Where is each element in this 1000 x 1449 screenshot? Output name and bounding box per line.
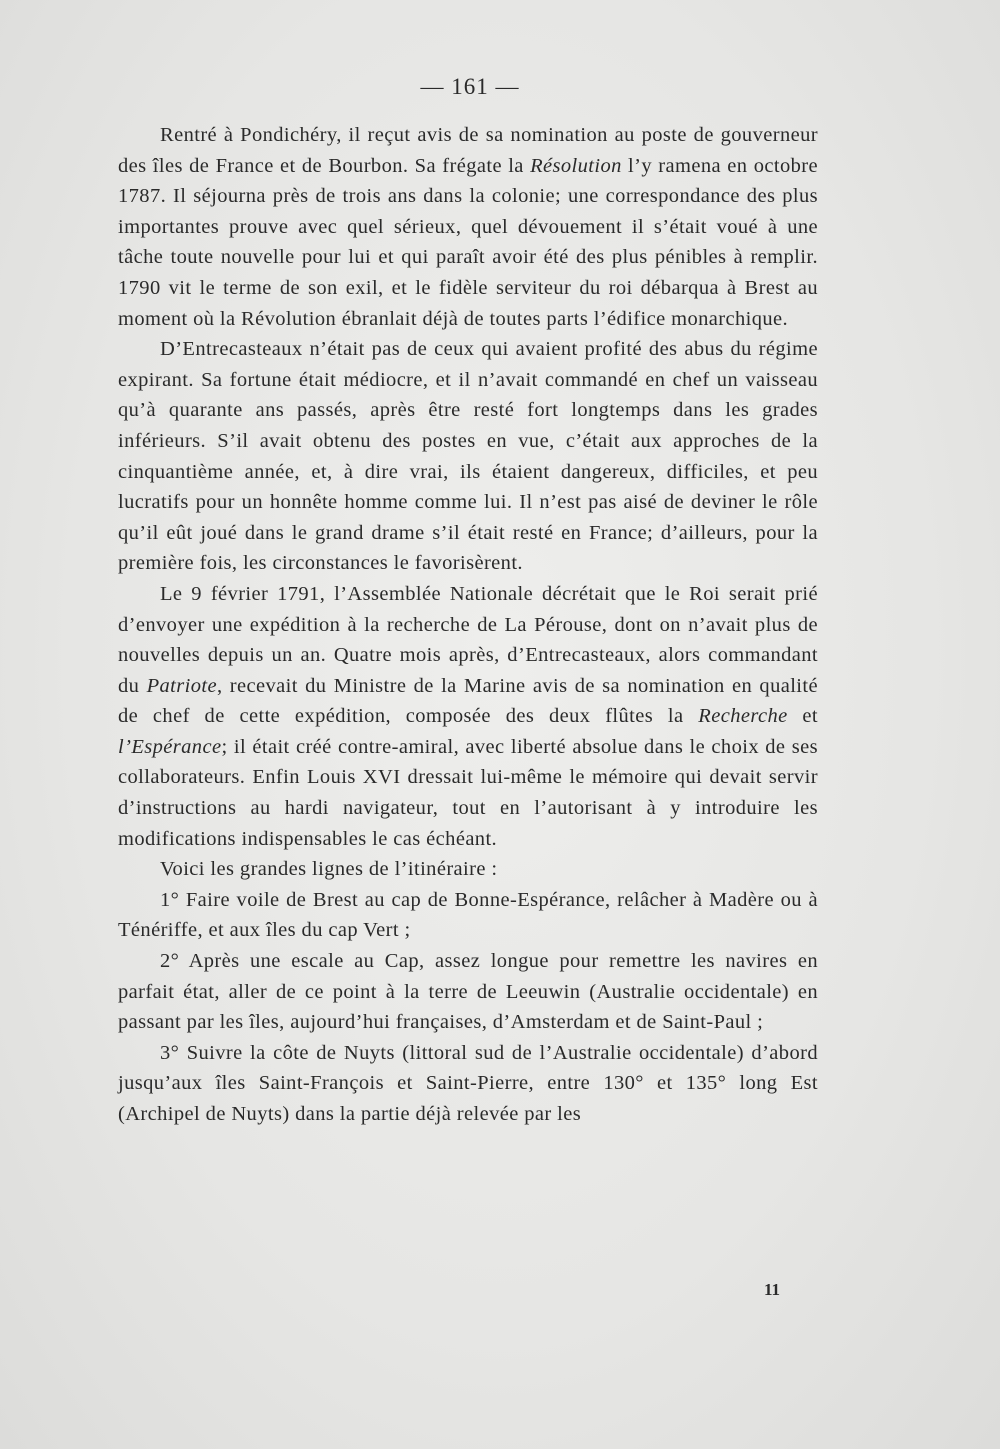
text-run: 3° Suivre la côte de Nuyts (littoral sud de l’Australie occidentale) d’abord jusqu’aux îles Saint-François et Saint-Pierre, entre 130° et 135° long Est (Archipel de Nuyts) dans la partie déjà relevée par les xyxy=(118,1041,818,1125)
body-text xyxy=(118,120,818,1130)
italic-text: l’Espérance xyxy=(118,735,222,758)
paragraph xyxy=(118,334,818,579)
text-run: Voici les grandes lignes de l’itinéraire : xyxy=(160,858,498,881)
paragraph xyxy=(118,579,818,854)
text-run: 1° Faire voile de Brest au cap de Bonne-Espérance, relâcher à Madère ou à Ténériffe, et aux îles du cap Vert ; xyxy=(118,888,818,942)
text-run: 2° Après une escale au Cap, assez longue pour remettre les navires en parfait état, aller de ce point à la terre de Leeuwin (Australie occidentale) en passant par les îles, aujourd’hui françaises, d’Amsterdam et de Saint-Paul ; xyxy=(118,950,818,1034)
signature-mark: 11 xyxy=(764,1280,781,1299)
italic-text: Recherche xyxy=(698,705,788,728)
italic-text: Résolution xyxy=(530,154,622,177)
text-run: l’y ramena en octobre 1787. Il séjourna près de trois ans dans la colonie; une correspondance des plus importantes prouve avec quel sérieux, quel dévouement il s’était voué à une tâche toute nouvelle pour lui et qui paraît avoir été des plus pénibles à remplir. 1790 vit le terme de son exil, et le fidèle serviteur du roi débarqua à Brest au moment où la Révolution ébranlait déjà de toutes parts l’édifice monarchique. xyxy=(118,154,818,330)
text-run: ; il était créé contre-amiral, avec liberté absolue dans le choix de ses collaborateurs. Enfin Louis XVI dressait lui-même le mémoire qui devait servir d’instructions au hardi navigateur, tout en l’autorisant à y introduire les modifications indispensables le cas échéant. xyxy=(118,735,818,850)
italic-text: Patriote xyxy=(146,674,217,697)
text-run: D’Entrecasteaux n’était pas de ceux qui avaient profité des abus du régime expirant. Sa fortune était médiocre, et il n’avait commandé en chef un vaisseau qu’à quarante ans passés, après être resté fort longtemps dans les grades inférieurs. S’il avait obtenu des postes en vue, c’était aux approches de la cinquantième année, et, à dire vrai, ils étaient dangereux, difficiles, et peu lucratifs pour un honnête homme comme lui. Il n’est pas aisé de deviner le rôle qu’il eût joué dans le grand drame s’il était resté en France; d’ailleurs, pour la première fois, les circonstances le favorisèrent. xyxy=(118,338,818,575)
paragraph xyxy=(118,120,818,334)
paragraph xyxy=(118,885,818,946)
text-run: Rentré à Pondichéry, il reçut avis de sa nomination au poste de gouverneur des îles de France et de Bourbon. Sa frégate la xyxy=(118,124,818,177)
text-run: Le 9 février 1791, l’Assemblée Nationale décrétait que le Roi serait prié d’envoyer une expédition à la recherche de La Pérouse, dont on n’avait plus de nouvelles depuis un an. Quatre mois après, d’Entrecasteaux, alors commandant du xyxy=(118,582,818,697)
text-run: , recevait du Ministre de la Marine avis de sa nomination en qualité de chef de cette expédition, composée des deux flûtes la xyxy=(118,674,819,728)
text-run: et xyxy=(787,705,819,728)
paragraph xyxy=(118,854,818,885)
page-number: — 161 — xyxy=(420,74,520,99)
paragraph xyxy=(118,946,818,1038)
paragraph xyxy=(118,1038,818,1130)
